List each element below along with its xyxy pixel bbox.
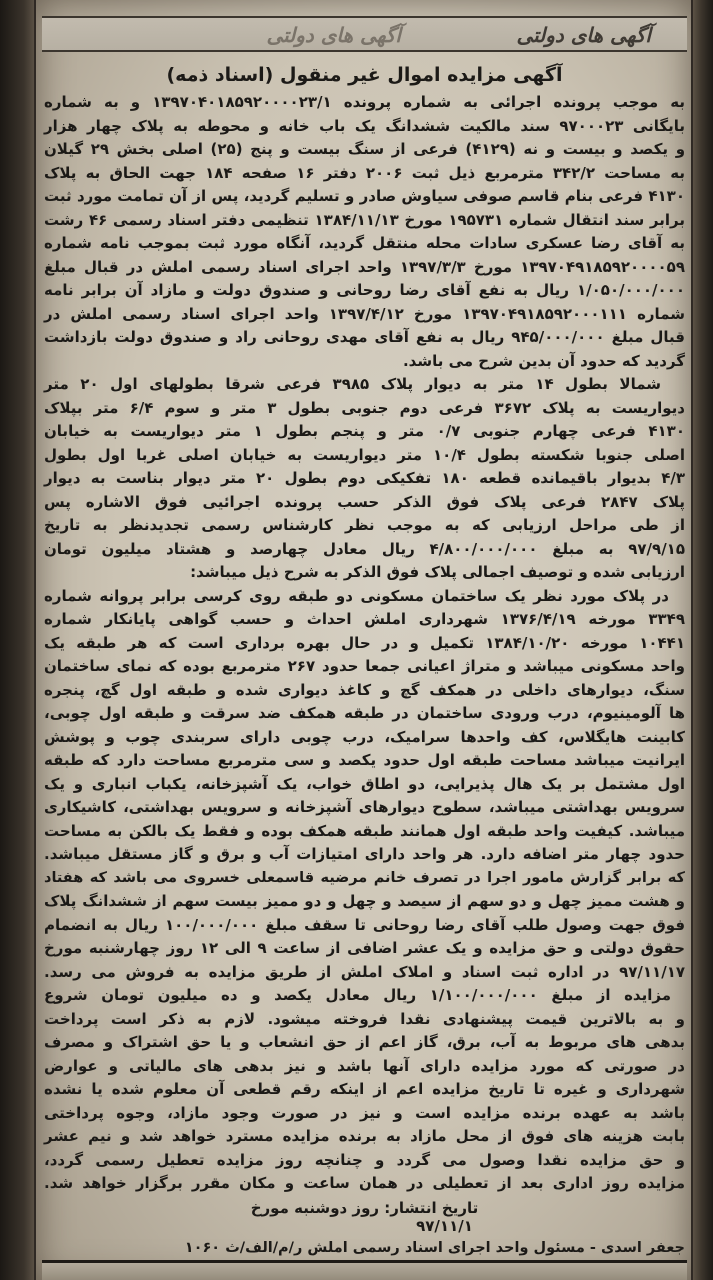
text-line: در صورتی که مورد مزایده دارای آنها باشد و نیز بدهی های مالیاتی و عوارض <box>44 1056 685 1075</box>
text-line: حدود چهار متر اضافه دارد. هر واحد دارای امتیازات آب و برق و گاز مستقل میباشد. <box>44 845 685 863</box>
text-line: سنگ، دیوارهای داخلی در همکف گچ و کاغذ دیواری شده و طبقه اول گچ، پنجره <box>44 680 685 699</box>
text-line: اصلی جنوبا شکسته بطول ۱۰/۴ متر دیواریست به خیابان اصلی غربا اول بطول <box>44 445 685 464</box>
text-line: به مساحت ۳۴۲/۲ مترمربع ذیل ثبت ۲۰۰۶ دفتر ۱۶ صفحه ۱۸۴ جهت الحاق به پلاک <box>44 163 685 182</box>
paragraph-building-description <box>42 585 687 985</box>
text-line: و هشت ممیز چهل و دو سهم از سیصد و چهل و دو ممیز بیست سهم از ششدانگ پلاک <box>44 892 685 910</box>
publication-date-label: تاریخ انتشار: روز دوشنبه مورخ <box>250 1199 479 1217</box>
text-line: واحد مسکونی میباشد و متراژ اعیانی جمعا حدود ۲۶۷ مترمربع بوده که نمای ساختمان <box>44 657 685 675</box>
paragraph-auction-terms <box>42 984 687 1196</box>
text-line: به موجب پرونده اجرائی به شماره پرونده ۱۳۹۷۰۴۰۱۸۵۹۲۰۰۰۰۲۳/۱ و به شماره <box>44 93 686 111</box>
text-line: گردید که حدود آن بدین شرح می باشد. <box>402 351 685 370</box>
adjacent-column-edge-left <box>0 0 34 1280</box>
text-line: ۱۰۴۴۱ مورخه ۱۳۸۴/۱۰/۲۰ تکمیل و در حال بهره برداری است که هر طبقه یک <box>44 633 685 652</box>
text-line: شماره ۱۳۹۷۰۴۹۱۸۵۹۲۰۰۰۱۱۱ مورخ ۱۳۹۷/۴/۱۲ واحد اجرای اسناد رسمی املش در <box>44 304 685 323</box>
next-ad-cut-off-strip <box>42 1260 687 1280</box>
text-line: ۴۱۳۰ فرعی بنام قاسم صوفی سیاوش صادر و تسلیم گردید، پس از آن تمامت مورد ثبت <box>44 187 685 205</box>
text-line: بابت هزینه های فوق از محل مازاد به برنده مزایده مسترد خواهد شد و نیم عشر <box>44 1127 685 1145</box>
text-line: شمالا بطول ۱۴ متر به دیوار پلاک ۳۹۸۵ فرعی شرقا بطولهای اول ۲۰ متر <box>44 375 662 393</box>
auction-ad-column <box>34 0 693 1280</box>
text-line: ایرانیت میباشد مساحت طبقه اول حدود یکصد و سی مترمربع مساحت دارد که طبقه <box>44 751 685 769</box>
text-line: که برابر گزارش مامور اجرا در تصرف خانم مرضیه قاسمعلی خسروی می باشد که هفتاد <box>44 869 685 886</box>
text-line: بایگانی ۹۷۰۰۰۲۳ سند مالکیت ششدانگ یک باب خانه و محوطه به پلاک چهار هزار <box>44 116 685 135</box>
ad-title: آگهی مزایده اموال غیر منقول (اسناد ذمه) <box>166 64 563 86</box>
text-line: فوق جهت وصول طلب آقای رضا روحانی تا سقف مبلغ ۱۰۰/۰۰۰/۰۰۰ ریال به انضمام <box>44 915 686 934</box>
text-line: ۴۱۳۰ فرعی چهارم جنوبی ۰/۷ متر و پنجم بطول ۱ متر دیواریست به خیابان <box>44 422 685 440</box>
text-line: دیواریست به پلاک ۳۶۷۲ فرعی دوم جنوبی بطول ۳ متر و سوم ۶/۴ متر بپلاک <box>44 398 685 417</box>
ad-body <box>42 91 687 1196</box>
publication-date-value: ۹۷/۱۱/۱ <box>416 1217 473 1235</box>
text-line: ۹۷/۱۱/۱۷ در اداره ثبت اسناد و املاک املش از طریق مزایده به فروش می رسد. <box>44 962 685 981</box>
text-line: ۱۳۹۷۰۴۹۱۸۵۹۲۰۰۰۰۵۹ مورخ ۱۳۹۷/۳/۳ واحد اجرای اسناد رسمی املش در قبال مبلغ <box>44 257 685 276</box>
text-line: سرویس بهداشتی میباشد، سطوح دیوارهای آشپزخانه و سرویس بهداشتی، کاشیکاری <box>44 798 685 816</box>
paragraph-case-details <box>42 91 687 373</box>
text-line: برابر سند انتقال شماره ۱۹۵۷۳۱ مورخ ۱۳۸۴/۱۱/۱۳ تنظیمی دفتر اسناد رسمی ۴۶ رشت <box>44 210 685 229</box>
text-line: ۱/۰۵۰/۰۰۰/۰۰۰ ریال به نفع آقای رضا روحانی و صندوق دولت و مازاد آن برابر نامه <box>44 281 685 299</box>
text-line: و یکصد و بیست و نه (۴۱۲۹) فرعی از سنگ بیست و پنج (۲۵) اصلی بخش ۲۹ گیلان <box>44 140 686 158</box>
text-line: بدهی های مربوط به آب، برق، گاز اعم از حق انشعاب و یا حق اشتراک و مصرف <box>44 1033 685 1051</box>
text-line: ارزیابی شده و توصیف اجمالی پلاک فوق الذکر به شرح ذیل میباشد: <box>190 563 685 581</box>
text-line: به آقای رضا عسکری سادات محله منتقل گردید، آنگاه مورد ثبت بموجب نامه شماره <box>44 234 685 252</box>
signature-line: جعفر اسدی - مسئول واحد اجرای اسناد رسمی املش ر/م/الف/ث ۱۰۶۰ <box>184 1240 685 1256</box>
text-line: و حق مزایده نقدا وصول می گردد و چنانچه روز مزایده تعطیل رسمی گردد، <box>44 1150 685 1169</box>
text-line: ۴/۳ بدیوار باقیمانده قطعه ۱۸۰ تفکیکی دوم بطول ۲۰ متر دیوار بناست به دیوار <box>44 469 686 487</box>
text-line: ۳۳۴۹ مورخه ۱۳۷۶/۴/۱۹ شهرداری املش احداث و حسب گواهی پایانکار شماره <box>44 610 685 628</box>
text-line: شهرداری و غیره تا تاریخ مزایده اعم از اینکه رقم قطعی آن معلوم شده یا نشده <box>44 1080 685 1098</box>
text-line: ها آلومینیوم، درب ورودی ساختمان در طبقه همکف ضد سرقت و طبقه اول چوبی، <box>44 704 685 722</box>
text-line: ۹۷/۹/۱۵ به مبلغ ۴/۸۰۰/۰۰۰/۰۰۰ ریال معادل چهارصد و هشتاد میلیون تومان <box>44 539 685 558</box>
text-line: و به بالاترین قیمت پیشنهادی نقدا فروخته میشود. لازم به ذکر است پرداخت <box>44 1009 685 1028</box>
text-line: اول مشتمل بر یک هال پذیرایی، دو اطاق خواب، یک آشپزخانه، یکباب انباری و یک <box>44 774 685 793</box>
text-line: میباشد. کیفیت واحد طبقه اول همانند طبقه همکف بوده و فقط یک بالکن به مساحت <box>44 821 685 840</box>
text-line: قبال مبلغ ۹۴۵/۰۰۰/۰۰۰ ریال به نفع آقای مهدی روحانی راد و صندوق دولت بازداشت <box>44 328 685 346</box>
text-line: از طی مراحل ارزیابی که به موجب نظر کارشناس رسمی تجدیدنظر به تاریخ <box>44 516 685 534</box>
adjacent-column-edge-right <box>693 0 713 1280</box>
text-line: حقوق دولتی و حق مزایده و یک عشر اضافی از ساعت ۹ الی ۱۲ روز چهارشنبه مورخ <box>44 939 685 957</box>
text-line: کابینت هایگلاس، کف واحدها سرامیک، درب چوبی دارای سربندی چوب و پوشش <box>44 727 685 746</box>
text-line: مزایده از مبلغ ۱/۱۰۰/۰۰۰/۰۰۰ ریال معادل یکصد و ده میلیون تومان شروع <box>44 986 671 1004</box>
text-line: باشد به عهده برنده مزایده است و نیز در صورت وجود مازاد، وجوه پرداختی <box>44 1103 685 1122</box>
paragraph-property-boundaries <box>42 373 687 585</box>
text-line: پلاک ۲۸۴۷ فرعی پلاک فوق الذکر حسب پرونده اجرائیی فوق الاشاره پس <box>44 492 685 511</box>
section-header-label: آگهی های دولتی <box>516 23 651 47</box>
section-header-band <box>42 16 687 52</box>
text-line: مزایده روز اداری بعد از تعطیلی در همان ساعت و مکان مقرر برگزار خواهد شد. <box>44 1174 685 1192</box>
text-line: در پلاک مورد نظر یک ساختمان مسکونی دو طبقه روی کرسی برابر پروانه شماره <box>44 586 669 605</box>
section-header-label-faded: آگهی های دولتی <box>266 23 401 47</box>
